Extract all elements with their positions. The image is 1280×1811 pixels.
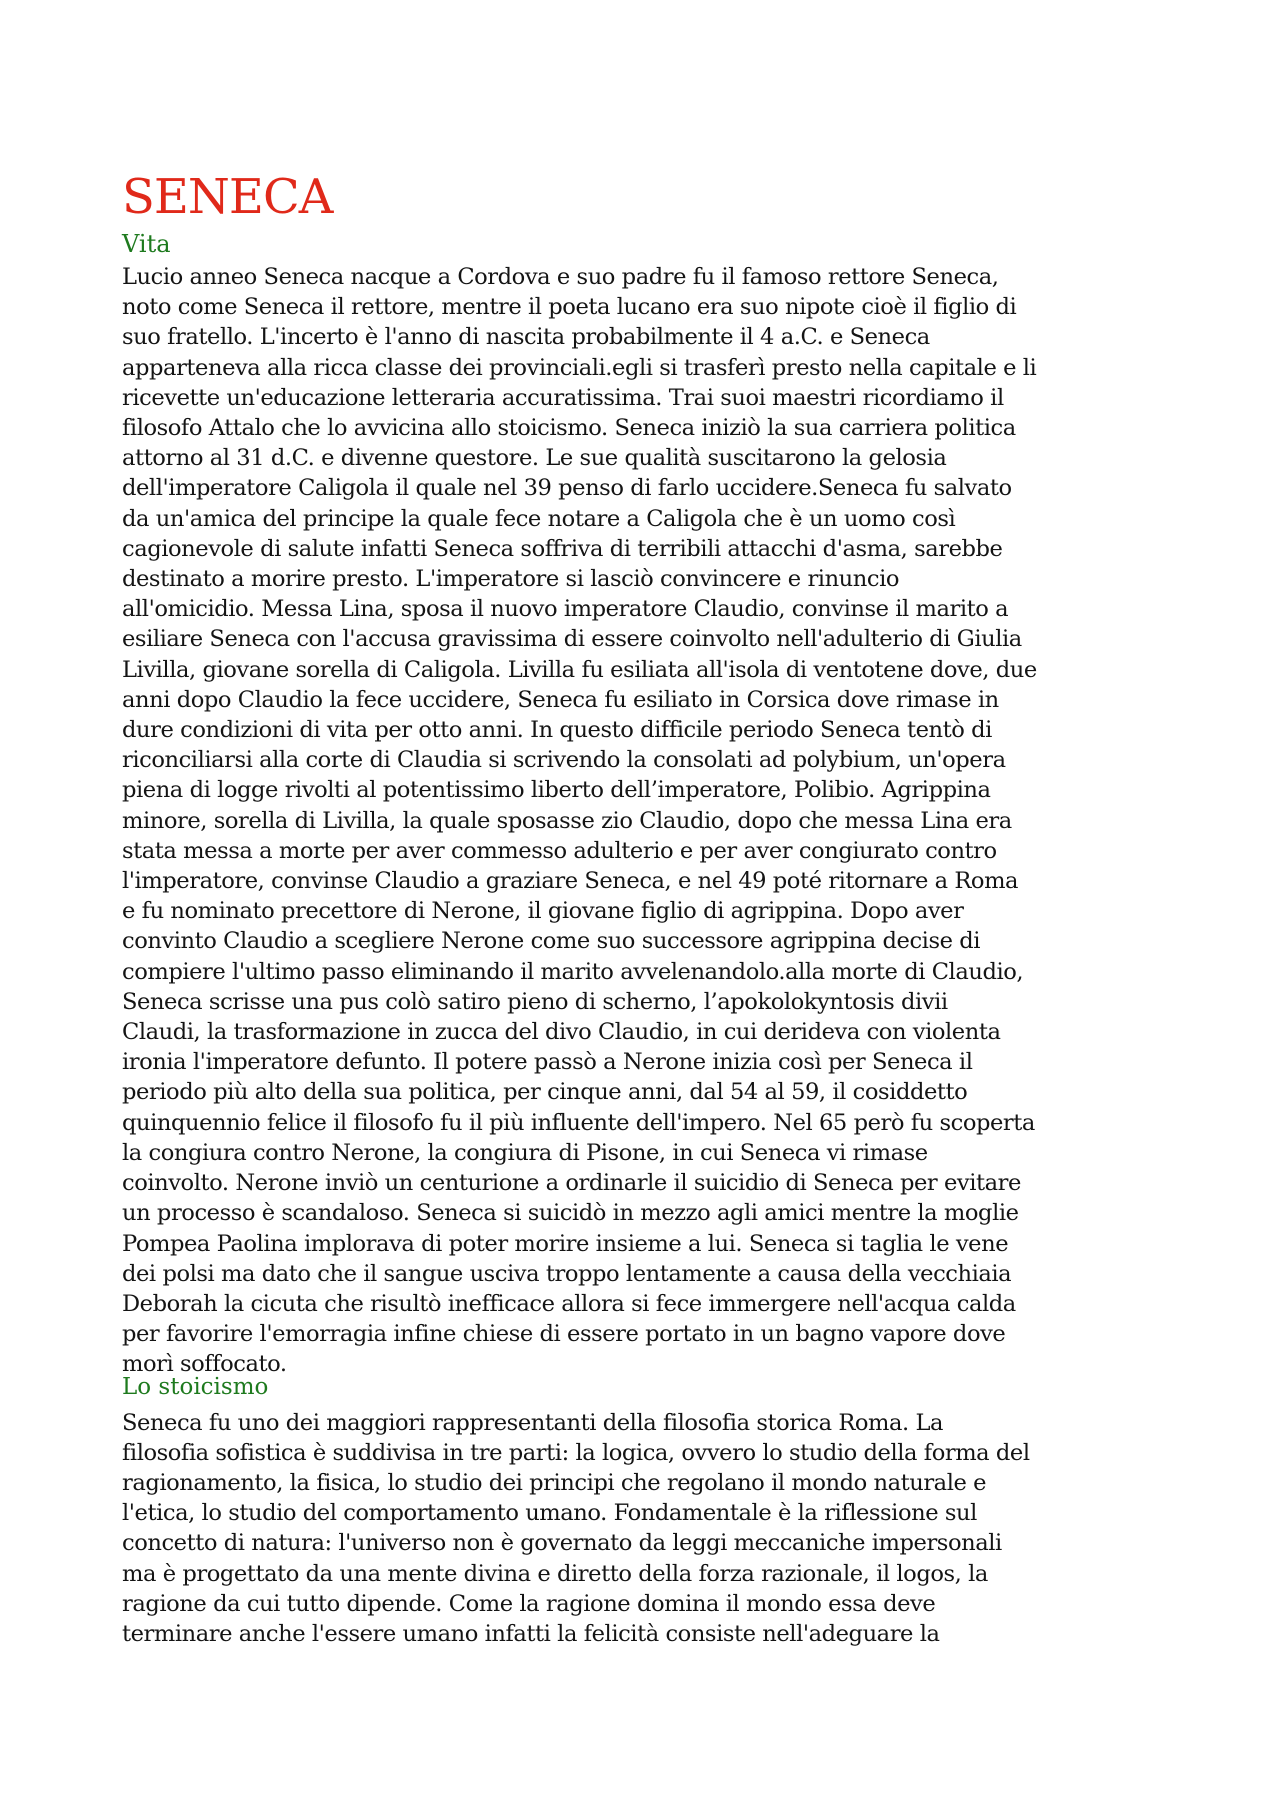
document-title: SENECA [122, 169, 333, 225]
document-page [122, 168, 1182, 1649]
section-body-vita: Lucio anneo Seneca nacque a Cordova e suo padre fu il famoso rettore Seneca, noto come Seneca il rettore, mentre il poeta lucano era suo nipote cioè il figlio di suo fratello. L'incerto è l'anno di nascita probabilmente il 4 a.C. e Seneca apparteneva alla ricca classe dei provinciali.egli si trasferì presto nella capitale e li ricevette un'educazione letteraria accuratissima. Trai suoi maestri ricordiamo il filosofo Attalo che lo avvicina allo stoicismo. Seneca iniziò la sua carriera politica attorno al 31 d.C. e divenne questore. Le sue qualità suscitarono la gelosia dell'imperatore Caligola il quale nel 39 penso di farlo uccidere.Seneca fu salvato da un'amica del principe la quale fece notare a Caligola che è un uomo così cagionevole di salute infatti Seneca soffriva di terribili attacchi d'asma, sarebbe destinato a morire presto. L'imperatore si lasciò convincere e rinuncio all'omicidio. Messa Lina, sposa il nuovo imperatore Claudio, convinse il marito a esiliare Seneca con l'accusa gravissima di essere coinvolto nell'adulterio di Giulia Livilla, giovane sorella di Caligola. Livilla fu esiliata all'isola di ventotene dove, due anni dopo Claudio la fece uccidere, Seneca fu esiliato in Corsica dove rimase in dure condizioni di vita per otto anni. In questo difficile periodo Seneca tentò di riconciliarsi alla corte di Claudia si scrivendo la consolati ad polybium, un'opera piena di logge rivolti al potentissimo liberto dell’imperatore, Polibio. Agrippina minore, sorella di Livilla, la quale sposasse zio Claudio, dopo che messa Lina era stata messa a morte per aver commesso adulterio e per aver congiurato contro l'imperatore, convinse Claudio a graziare Seneca, e nel 49 poté ritornare a Roma e fu nominato precettore di Nerone, il giovane figlio di agrippina. Dopo aver convinto Claudio a scegliere Nerone come suo successore agrippina decise di compiere l'ultimo passo eliminando il marito avvelenandolo.alla morte di Claudio, Seneca scrisse una pus colò satiro pieno di scherno, l’apokolokyntosis divii Claudi, la trasformazione in zucca del divo Claudio, in cui derideva con violenta ironia l'imperatore defunto. Il potere passò a Nerone inizia così per Seneca il periodo più alto della sua politica, per cinque anni, dal 54 al 59, il cosiddetto quinquennio felice il filosofo fu il più influente dell'impero. Nel 65 però fu scoperta la congiura contro Nerone, la congiura di Pisone, in cui Seneca vi rimase coinvolto. Nerone inviò un centurione a ordinarle il suicidio di Seneca per evitare un processo è scandaloso. Seneca si suicidò in mezzo agli amici mentre la moglie Pompea Paolina implorava di poter morire insieme a lui. Seneca si taglia le vene dei polsi ma dato che il sangue usciva troppo lentamente a causa della vecchiaia Deborah la cicuta che risultò inefficace allora si fece immergere nell'acqua calda per favorire l'emorragia infine chiese di essere portato in un bagno vapore dove morì soffocato. [122, 264, 1037, 1378]
section-body-stoicismo: Seneca fu uno dei maggiori rappresentanti della filosofia storica Roma. La filosofia sofistica è suddivisa in tre parti: la logica, ovvero lo studio della forma del ragionamento, la fisica, lo studio dei principi che regolano il mondo naturale e l'etica, lo studio del comportamento umano. Fondamentale è la riflessione sul concetto di natura: l'universo non è governato da leggi meccaniche impersonali ma è progettato da una mente divina e diretto della forza razionale, il logos, la ragione da cui tutto dipende. Come la ragione domina il mondo essa deve terminare anche l'essere umano infatti la felicità consiste nell'adeguare la [122, 1409, 1030, 1647]
section-heading-stoicismo: Lo stoicismo [122, 1373, 269, 1400]
section-heading-vita: Vita [122, 230, 171, 258]
